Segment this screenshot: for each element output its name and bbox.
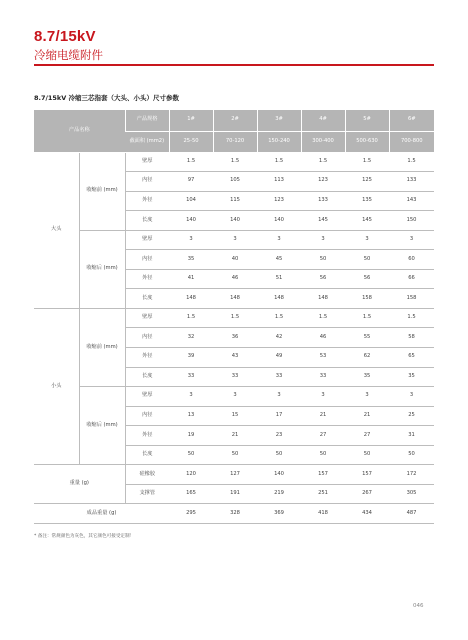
value-cell: 31 [389, 426, 434, 446]
value-cell: 55 [345, 328, 389, 348]
group-label: 小头 [34, 308, 79, 464]
section-title: 8.7/15kV 冷缩三芯指套（大头、小头）尺寸参数 [34, 94, 180, 102]
value-cell: 50 [301, 445, 345, 465]
model-header: 产品规格 [125, 110, 169, 131]
subgroup-label: 收缩后 (mm) [79, 230, 125, 308]
value-cell: 158 [345, 289, 389, 309]
measure-label: 壁厚 [125, 230, 169, 250]
table-row [34, 465, 434, 485]
measure-label: 壁厚 [125, 387, 169, 407]
cross-section-cell: 25-50 [169, 131, 213, 152]
subgroup-label: 收缩后 (mm) [79, 387, 125, 465]
value-cell: 60 [389, 250, 434, 270]
value-cell: 3 [345, 387, 389, 407]
value-cell: 56 [345, 269, 389, 289]
model-cell: 2# [213, 110, 257, 131]
value-cell: 143 [389, 191, 434, 211]
value-cell: 104 [169, 191, 213, 211]
value-cell: 50 [345, 445, 389, 465]
value-cell: 148 [257, 289, 301, 309]
value-cell: 33 [301, 367, 345, 387]
subgroup-label: 收缩前 (mm) [79, 152, 125, 230]
value-cell: 267 [345, 484, 389, 504]
value-cell: 1.5 [257, 152, 301, 172]
value-cell: 58 [389, 328, 434, 348]
value-cell: 219 [257, 484, 301, 504]
value-cell: 1.5 [345, 308, 389, 328]
measure-label: 外径 [125, 347, 169, 367]
value-cell: 21 [345, 406, 389, 426]
value-cell: 33 [213, 367, 257, 387]
measure-label: 外径 [125, 269, 169, 289]
weight-label: 重量 (g) [34, 465, 125, 504]
measure-label: 外径 [125, 426, 169, 446]
measure-label: 外径 [125, 191, 169, 211]
measure-label: 长度 [125, 445, 169, 465]
total-value-cell: 418 [301, 504, 345, 524]
value-cell: 140 [213, 211, 257, 231]
page-subtitle: 冷缩电缆附件 [34, 48, 103, 62]
cross-section-cell: 150-240 [257, 131, 301, 152]
value-cell: 123 [257, 191, 301, 211]
value-cell: 120 [169, 465, 213, 485]
value-cell: 148 [169, 289, 213, 309]
value-cell: 23 [257, 426, 301, 446]
value-cell: 65 [389, 347, 434, 367]
cross-section-cell: 300-400 [301, 131, 345, 152]
measure-label: 壁厚 [125, 152, 169, 172]
value-cell: 157 [345, 465, 389, 485]
value-cell: 3 [301, 387, 345, 407]
value-cell: 62 [345, 347, 389, 367]
value-cell: 3 [389, 230, 434, 250]
table-row [34, 152, 434, 172]
value-cell: 148 [301, 289, 345, 309]
value-cell: 3 [169, 387, 213, 407]
value-cell: 115 [213, 191, 257, 211]
value-cell: 105 [213, 172, 257, 192]
value-cell: 133 [301, 191, 345, 211]
value-cell: 50 [301, 250, 345, 270]
value-cell: 17 [257, 406, 301, 426]
value-cell: 145 [301, 211, 345, 231]
value-cell: 19 [169, 426, 213, 446]
total-row [34, 504, 434, 524]
value-cell: 135 [345, 191, 389, 211]
total-value-cell: 328 [213, 504, 257, 524]
header-row-models [34, 110, 434, 131]
measure-label: 长度 [125, 289, 169, 309]
value-cell: 3 [169, 230, 213, 250]
value-cell: 51 [257, 269, 301, 289]
measure-label: 壁厚 [125, 308, 169, 328]
table-row [34, 387, 434, 407]
total-value-cell: 295 [169, 504, 213, 524]
table-row [34, 230, 434, 250]
value-cell: 33 [257, 367, 301, 387]
value-cell: 35 [389, 367, 434, 387]
total-value-cell: 434 [345, 504, 389, 524]
value-cell: 1.5 [301, 308, 345, 328]
value-cell: 3 [301, 230, 345, 250]
subgroup-label: 收缩前 (mm) [79, 308, 125, 386]
measure-label: 长度 [125, 367, 169, 387]
value-cell: 127 [213, 465, 257, 485]
value-cell: 97 [169, 172, 213, 192]
value-cell: 21 [301, 406, 345, 426]
value-cell: 140 [169, 211, 213, 231]
value-cell: 35 [169, 250, 213, 270]
value-cell: 140 [257, 465, 301, 485]
measure-label: 长度 [125, 211, 169, 231]
value-cell: 35 [345, 367, 389, 387]
value-cell: 125 [345, 172, 389, 192]
measure-label: 内径 [125, 328, 169, 348]
model-cell: 6# [389, 110, 434, 131]
title-divider [34, 64, 434, 66]
value-cell: 25 [389, 406, 434, 426]
value-cell: 42 [257, 328, 301, 348]
total-value-cell: 369 [257, 504, 301, 524]
total-label: 成品重量 (g) [34, 504, 169, 524]
value-cell: 13 [169, 406, 213, 426]
value-cell: 3 [389, 387, 434, 407]
cross-section-cell: 700-800 [389, 131, 434, 152]
value-cell: 53 [301, 347, 345, 367]
value-cell: 140 [257, 211, 301, 231]
measure-label: 内径 [125, 172, 169, 192]
value-cell: 3 [213, 230, 257, 250]
value-cell: 1.5 [169, 152, 213, 172]
value-cell: 49 [257, 347, 301, 367]
page-number: 046 [413, 603, 424, 609]
footnote: * 备注：常规颜色为灰色，其它颜色可接受定制！ [34, 534, 135, 539]
value-cell: 27 [345, 426, 389, 446]
value-cell: 1.5 [213, 308, 257, 328]
value-cell: 172 [389, 465, 434, 485]
measure-label: 内径 [125, 250, 169, 270]
value-cell: 50 [345, 250, 389, 270]
measure-label: 支撑管 [125, 484, 169, 504]
value-cell: 33 [169, 367, 213, 387]
value-cell: 1.5 [389, 308, 434, 328]
value-cell: 36 [213, 328, 257, 348]
cross-section-cell: 500-630 [345, 131, 389, 152]
cross-section-header: 截面积 (mm2) [125, 131, 169, 152]
product-name-header: 产品名称 [34, 110, 125, 152]
page-title: 8.7/15kV [34, 28, 96, 45]
group-label: 大头 [34, 152, 79, 308]
model-cell: 4# [301, 110, 345, 131]
value-cell: 39 [169, 347, 213, 367]
value-cell: 123 [301, 172, 345, 192]
value-cell: 15 [213, 406, 257, 426]
spec-table-body [34, 152, 434, 504]
cross-section-cell: 70-120 [213, 131, 257, 152]
model-cell: 3# [257, 110, 301, 131]
value-cell: 1.5 [301, 152, 345, 172]
total-row-body [34, 504, 434, 524]
value-cell: 150 [389, 211, 434, 231]
value-cell: 45 [257, 250, 301, 270]
value-cell: 50 [213, 445, 257, 465]
value-cell: 40 [213, 250, 257, 270]
value-cell: 21 [213, 426, 257, 446]
value-cell: 50 [389, 445, 434, 465]
value-cell: 1.5 [169, 308, 213, 328]
value-cell: 157 [301, 465, 345, 485]
value-cell: 3 [213, 387, 257, 407]
value-cell: 41 [169, 269, 213, 289]
value-cell: 1.5 [345, 152, 389, 172]
value-cell: 46 [213, 269, 257, 289]
value-cell: 165 [169, 484, 213, 504]
measure-label: 硅橡胶 [125, 465, 169, 485]
value-cell: 27 [301, 426, 345, 446]
value-cell: 251 [301, 484, 345, 504]
spec-table [34, 110, 434, 524]
value-cell: 148 [213, 289, 257, 309]
value-cell: 145 [345, 211, 389, 231]
value-cell: 1.5 [389, 152, 434, 172]
value-cell: 50 [169, 445, 213, 465]
model-cell: 5# [345, 110, 389, 131]
model-cell: 1# [169, 110, 213, 131]
value-cell: 305 [389, 484, 434, 504]
value-cell: 56 [301, 269, 345, 289]
value-cell: 3 [257, 230, 301, 250]
value-cell: 113 [257, 172, 301, 192]
value-cell: 3 [345, 230, 389, 250]
value-cell: 158 [389, 289, 434, 309]
value-cell: 1.5 [213, 152, 257, 172]
value-cell: 50 [257, 445, 301, 465]
value-cell: 43 [213, 347, 257, 367]
value-cell: 1.5 [257, 308, 301, 328]
value-cell: 66 [389, 269, 434, 289]
measure-label: 内径 [125, 406, 169, 426]
table-row [34, 308, 434, 328]
value-cell: 133 [389, 172, 434, 192]
value-cell: 191 [213, 484, 257, 504]
total-value-cell: 487 [389, 504, 434, 524]
value-cell: 3 [257, 387, 301, 407]
value-cell: 32 [169, 328, 213, 348]
value-cell: 46 [301, 328, 345, 348]
